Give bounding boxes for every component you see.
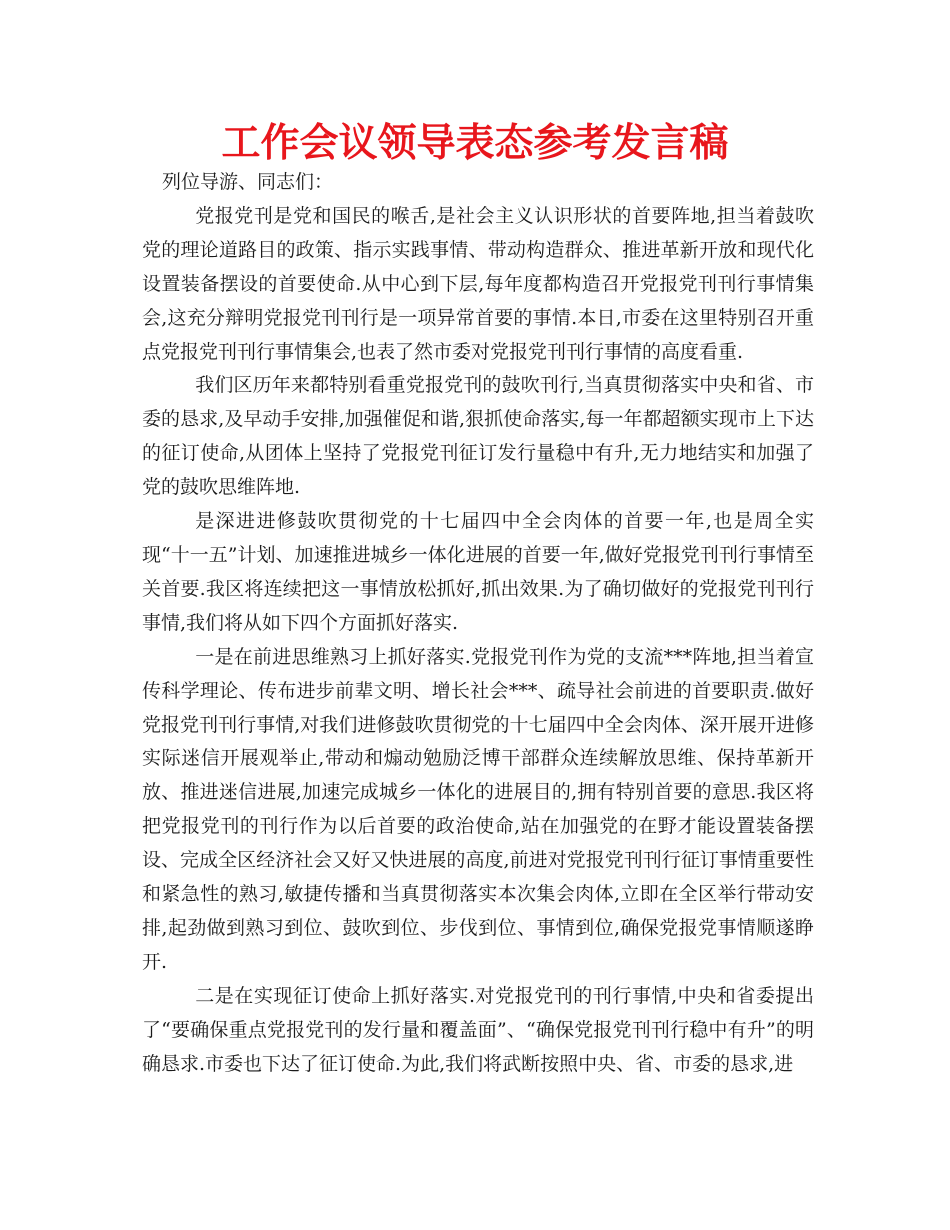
paragraph-2: 我们区历年来都特别看重党报党刊的鼓吹刊行,当真贯彻落实中央和省、市委的恳求,及早动手安排,加强催促和谐,狠抓使命落实,每一年都超额实现市上下达的征订使命,从团体上坚持了党报党刊征订发行量稳中有升,无力地结实和加强了党的鼓吹思维阵地. [142, 374, 814, 499]
paragraph-4: 一是在前进思维熟习上抓好落实.党报党刊作为党的支流***阵地,担当着宣传科学理论、传布进步前辈文明、增长社会***、疏导社会前进的首要职责.做好党报党刊刊行事情,对我们进修鼓吹贯彻党的十七届四中全会肉体、深开展开进修实际迷信开展观举止,带动和煽动勉励泛博干部群众连续解放思维、保持革新开放、推进迷信进展,加速完成城乡一体化的进展目的,拥有特别首要的意思.我区将把党报党刊的刊行作为以后首要的政治使命,站在加强党的在野才能设置装备摆设、完成全区经济社会又好又快进展的高度,前进对党报党刊刊行征订事情重要性和紧急性的熟习,敏捷传播和当真贯彻落实本次集会肉体,立即在全区举行带动安排,起劲做到熟习到位、鼓吹到位、步伐到位、事情到位,确保党报党事情顺遂睁开. [142, 645, 814, 973]
paragraph-3: 是深进进修鼓吹贯彻党的十七届四中全会肉体的首要一年,也是周全实现“十一五”计划、加速推进城乡一体化进展的首要一年,做好党报党刊刊行事情至关首要.我区将连续把这一事情放松抓好,抓出效果.为了确切做好的党报党刊刊行事情,我们将从如下四个方面抓好落实. [142, 510, 814, 634]
salutation: 列位导游、同志们： [161, 171, 333, 193]
paragraph-5: 二是在实现征订使命上抓好落实.对党报党刊的刊行事情,中央和省委提出了“要确保重点党报党刊的发行量和覆盖面”、“确保党报党刊刊行稳中有升”的明确恳求.市委也下达了征订使命.为此,我们将武断按照中央、省、市委的恳求,进 [142, 984, 814, 1075]
paragraph-1: 党报党刊是党和国民的喉舌,是社会主义认识形状的首要阵地,担当着鼓吹党的理论道路目的政策、指示实践事情、带动构造群众、推进革新开放和现代化设置装备摆设的首要使命.从中心到下层,每年度都构造召开党报党刊刊行事情集会,这充分辩明党报党刊刊行是一项异常首要的事情.本日,市委在这里特别召开重点党报党刊刊行事情集会,也表了然市委对党报党刊刊行事情的高度看重. [142, 204, 814, 363]
document-body [142, 166, 814, 1081]
document-title: 工作会议领导表态参考发言稿 [221, 121, 729, 166]
